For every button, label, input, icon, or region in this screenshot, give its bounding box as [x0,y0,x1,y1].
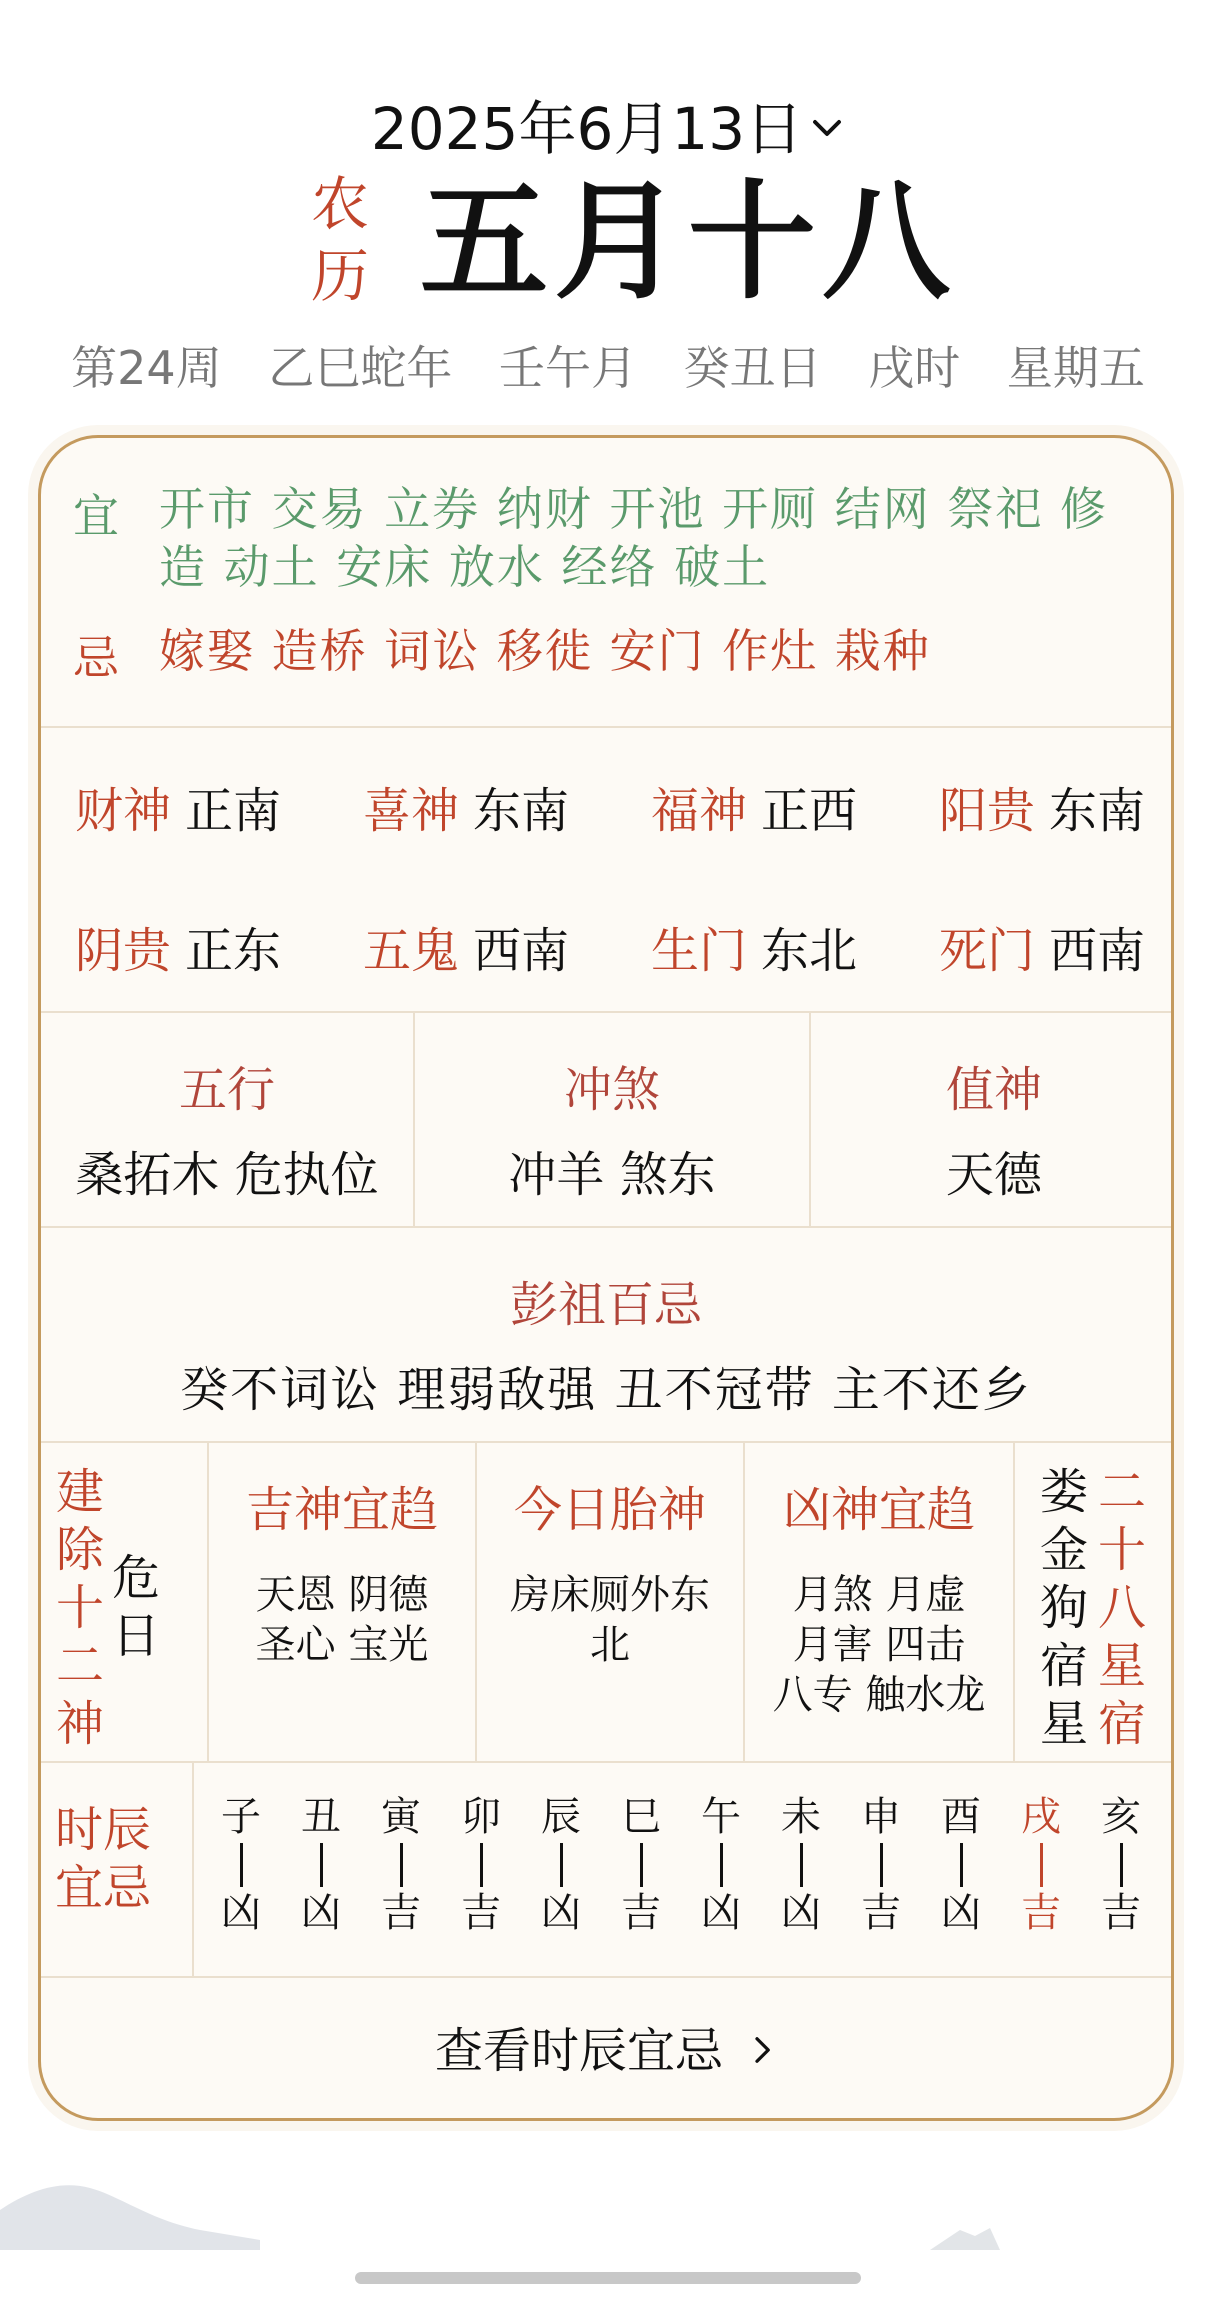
hour-item: 子 凶 [221,1794,261,1936]
chongsha-cell: 冲煞 冲羊 煞东 [415,1013,811,1226]
hour-item-current: 戌 吉 [1021,1794,1061,1936]
wuxing-section [41,1013,1171,1228]
wuxing-cell: 五行 桑拓木 危执位 [41,1013,415,1226]
xiu-value: 娄 金 狗 宿 星 [1039,1464,1088,1752]
god-item: 生门 东北 [651,923,858,979]
hour-ganzhi: 戌时 [868,341,961,395]
date-selector[interactable] [0,82,1216,166]
xiongshen-cell: 凶神宜趋 月煞 月虚 月害 四击 八专 触水龙 [745,1443,1015,1761]
hours-label: 时辰 宜忌 [41,1763,194,1976]
view-hours-button[interactable] [41,1978,1171,2121]
jianchu-value: 危 日 [111,1550,160,1664]
pengzu-title: 彭祖百忌 [509,1277,702,1333]
yi-ji-section [41,438,1171,728]
god-item: 阴贵 正东 [75,923,282,979]
gods-directions [41,728,1171,1013]
chevron-down-icon [809,110,845,146]
almanac-card [38,435,1174,2121]
hour-item: 丑 凶 [301,1794,341,1936]
hour-item: 未 凶 [781,1794,821,1936]
god-item: 五鬼 西南 [363,923,570,979]
hour-item: 寅 吉 [381,1794,421,1936]
hour-item: 辰 凶 [541,1794,581,1936]
pengzu-text: 癸不词讼 理弱敌强 丑不冠带 主不还乡 [180,1362,1032,1418]
pengzu-section [41,1228,1171,1443]
mountain-decoration [0,2170,1216,2250]
week-number: 第24周 [71,341,222,395]
weekday: 星期五 [1006,341,1145,395]
xiu-label: 二 十 八 星 宿 [1097,1464,1146,1752]
hour-item: 酉 凶 [941,1794,981,1936]
month-ganzhi: 壬午月 [498,341,637,395]
zhishen-cell: 值神 天德 [945,1062,1042,1203]
god-item: 死门 西南 [939,923,1146,979]
god-item: 福神 正西 [651,783,858,839]
hour-item: 卯 吉 [461,1794,501,1936]
hour-item: 巳 吉 [621,1794,661,1936]
xiu-cell [1015,1443,1174,1761]
jishen-cell: 吉神宜趋 天恩 阴德 圣心 宝光 [209,1443,477,1761]
view-hours-label: 查看时辰宜忌 [434,2023,723,2079]
taishen-cell: 今日胎神 房床厕外东 北 [477,1443,745,1761]
hour-item: 申 吉 [861,1794,901,1936]
shen-grid [41,1443,1171,1763]
home-indicator[interactable] [355,2272,861,2284]
lunar-date-block [0,168,1216,328]
day-ganzhi: 癸丑日 [683,341,822,395]
year-ganzhi: 乙巳蛇年 [268,341,453,395]
god-item: 财神 正南 [75,783,282,839]
hours-section [41,1763,1171,1978]
solar-date: 2025年6月13日 [370,95,804,163]
jianchu-cell [41,1443,209,1761]
ji-label: 忌 [73,631,119,685]
lunar-tag: 农 历 [310,170,369,310]
god-item: 阳贵 东南 [939,783,1146,839]
hour-item: 亥 吉 [1101,1794,1141,1936]
chevron-right-icon [747,2035,777,2065]
info-line [0,332,1216,398]
yi-label: 宜 [73,489,119,543]
jianchu-label: 建 除 十 二 神 [55,1464,104,1752]
god-item: 喜神 东南 [363,783,570,839]
yi-items: 开市 交易 立券 纳财 开池 开厕 结网 祭祀 修 造 动土 安床 放水 经络 破土 [159,482,1108,594]
ji-items: 嫁娶 造桥 词讼 移徙 安门 作灶 栽种 [159,624,931,678]
lunar-date: 五月十八 [420,168,957,317]
hour-item: 午 凶 [701,1794,741,1936]
